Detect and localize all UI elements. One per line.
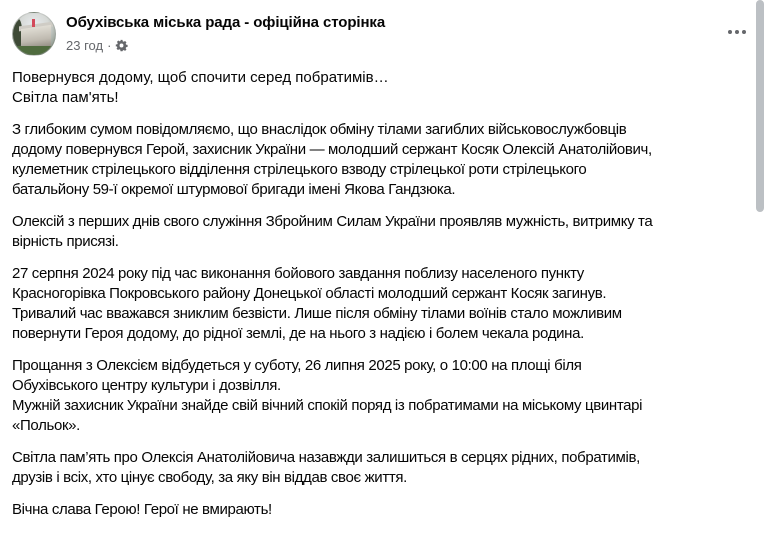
page-avatar[interactable] (12, 12, 56, 56)
post-text-line: Олексій з перших днів свого служіння Збройним Силам України проявляв мужність, витримку та (12, 213, 653, 230)
gear-icon[interactable] (115, 39, 128, 52)
post-header (0, 0, 750, 62)
post-text-line: Обухівського центру культури і дозвілля. (12, 377, 281, 394)
more-horizontal-icon-dot (728, 30, 732, 34)
more-horizontal-icon-dot (735, 30, 739, 34)
post-text-line: З глибоким сумом повідомляємо, що внаслідок обміну тілами загиблих військовослужбовців (12, 121, 627, 138)
avatar-flag (32, 19, 35, 27)
post-text-line: Тривалий час вважався зниклим безвісти. Лише після обміну тілами воїнів стало можливим (12, 305, 622, 322)
post-text-line: Світла пам'ять! (12, 89, 119, 106)
post-text-line: Прощання з Олексієм відбудеться у суботу, 26 липня 2025 року, о 10:00 на площі біля (12, 357, 582, 374)
page-name-link[interactable]: Обухівська міська рада - офіційна сторінка (66, 14, 386, 31)
post-body (12, 68, 752, 532)
post-text-line: 27 серпня 2024 року під час виконання бойового завдання поблизу населеного пункту (12, 265, 584, 282)
post-timestamp[interactable]: 23 год (66, 38, 104, 53)
post-text-line: друзів і всіх, хто цінує свободу, за яку він віддав своє життя. (12, 469, 407, 486)
meta-separator: · (107, 38, 112, 53)
avatar-grass (13, 46, 56, 55)
post-paragraph (12, 500, 752, 520)
post-meta (66, 38, 128, 53)
post-paragraph (12, 68, 752, 108)
scrollbar-thumb[interactable] (756, 0, 764, 212)
post-paragraph (12, 448, 752, 488)
post-paragraph (12, 356, 752, 436)
post-text-line: Мужній захисник України знайде свій вічний спокій поряд із побратимами на міському цвинтарі (12, 397, 643, 414)
post-text-line: «Польок». (12, 417, 80, 434)
post-text-line: Світла пам’ять про Олексія Анатолійовича назавжди залишиться в серцях рідних, побратимів, (12, 449, 640, 466)
more-options-button[interactable] (722, 22, 752, 42)
scrollbar[interactable] (754, 0, 766, 545)
post-text-line: Красногорівка Покровського району Донецької області молодший сержант Косяк загинув. (12, 285, 607, 302)
post-text-line: Повернувся додому, щоб спочити серед побратимів… (12, 69, 389, 86)
post-text-line: повернути Героя додому, до рідної землі, де на нього з надією і болем чекала родина. (12, 325, 584, 342)
post-text-line: кулеметник стрілецького відділення стрілецького взводу стрілецької роти стрілецького (12, 161, 587, 178)
post-text-line: додому повернувся Герой, захисник України — молодший сержант Косяк Олексій Анатолійович, (12, 141, 652, 158)
more-horizontal-icon-dot (742, 30, 746, 34)
post-paragraph (12, 120, 752, 200)
post-paragraph (12, 264, 752, 344)
post-text-line: Вічна слава Герою! Герої не вмирають! (12, 501, 272, 518)
post-text-line: батальйону 59-ї окремої штурмової бригади імені Якова Гандзюка. (12, 181, 456, 198)
post-text-line: вірність присязі. (12, 233, 119, 250)
post-paragraph (12, 212, 752, 252)
